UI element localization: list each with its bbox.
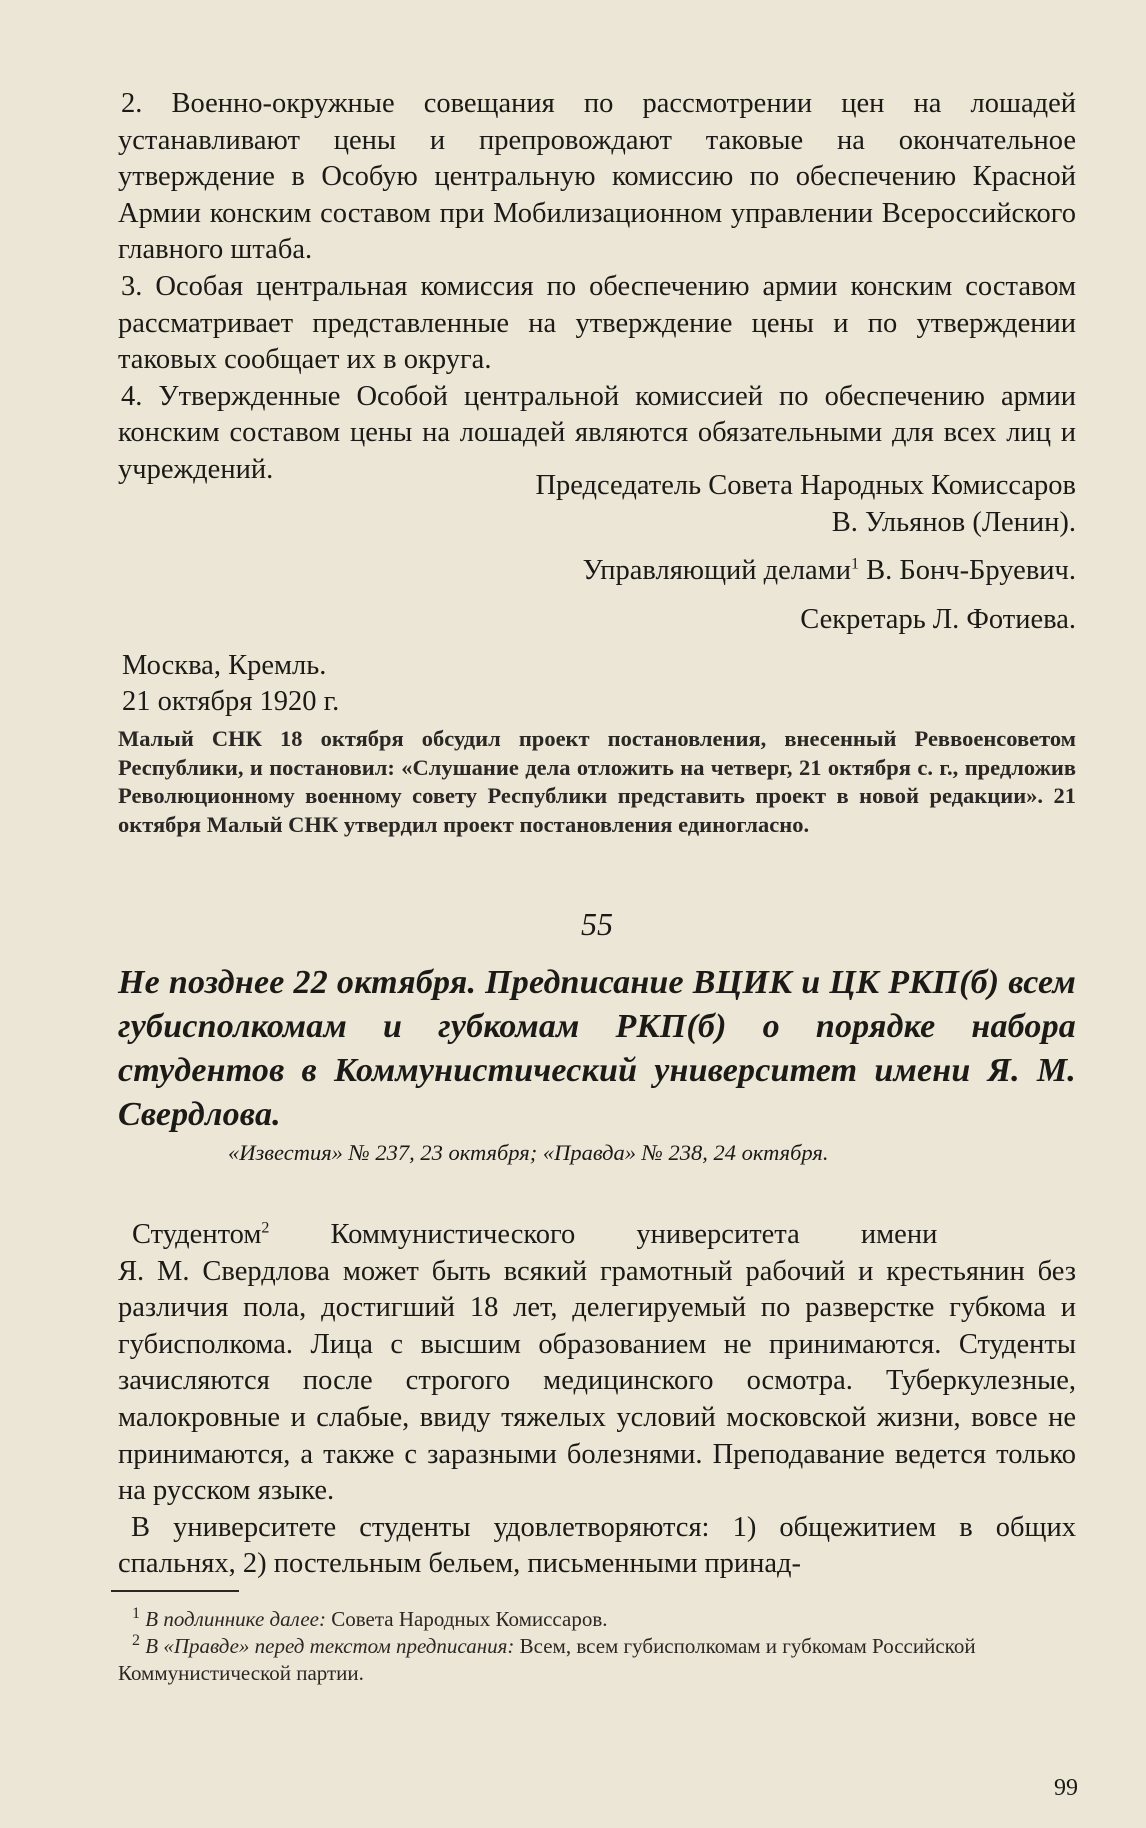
editorial-note: Малый СНК 18 октября обсудил проект постановления, внесенный Реввоенсоветом Республики, и постановил: «Слушание дела отложить на четверг, 21 октября с. г., предложив Революционному военному совету Республики представить проект в новой редакции». 21 октября Малый СНК утвердил проект постановления единогласно.: [118, 726, 1076, 837]
decree-point-3: 3. Особая центральная комиссия по обеспечению армии конским составом рассматривает представленные на утверждение цены и по утверждении таковых сообщает их в округа.: [118, 270, 1076, 376]
footnote-ref-2: 2: [261, 1219, 270, 1237]
date: 21 октября 1920 г.: [122, 686, 340, 717]
document-heading-block: [118, 961, 1076, 1137]
footnote-2: [118, 1633, 1076, 1687]
manager-title: Управляющий делами: [582, 555, 851, 587]
body-p1-start: Студентом: [132, 1219, 262, 1250]
place: Москва, Кремль.: [122, 650, 327, 681]
footnote-rule: [111, 1590, 239, 1592]
manager-name: В. Бонч-Бруевич.: [858, 555, 1076, 587]
manager-signature: [118, 553, 1076, 590]
page-number: 99: [1054, 1775, 1078, 1801]
body-paragraph-1: [118, 1217, 1076, 1510]
footnote-1-text: Совета Народных Комиссаров.: [325, 1607, 608, 1631]
footnotes: [118, 1606, 1076, 1687]
decree-points: [118, 86, 1076, 489]
editorial-note-block: [118, 725, 1076, 839]
footnote-1-lead: В подлиннике далее:: [145, 1607, 326, 1631]
signature-block: [118, 468, 1076, 638]
footnote-2-mark: 2: [132, 1632, 140, 1649]
body-p1-rest: Я. М. Свердлова может быть всякий грамотный рабочий и крестьянин без различия пола, достигший 18 лет, делегируемый по разверстке губкома и губисполкома. Лица с высшим образованием не принимаются. Студенты зачисляются после строгого медицинского осмотра. Туберкулезные, малокровные и слабые, ввиду тяжелых условий московской жизни, вовсе не принимаются, а также с заразными болезнями. Преподавание ведется только на русском языке.: [118, 1255, 1076, 1507]
footnote-1: [118, 1606, 1076, 1633]
source-block: [118, 1139, 1076, 1167]
document-number-block: [118, 906, 1076, 943]
footnote-ref-1: 1: [850, 555, 859, 573]
footnote-1-mark: 1: [132, 1605, 140, 1622]
chairman-name: В. Ульянов (Ленин).: [831, 506, 1076, 538]
source-reference: «Известия» № 237, 23 октября; «Правда» № 238, 24 октября.: [228, 1140, 829, 1165]
chairman-title: Председатель Совета Народных Комиссаров: [535, 470, 1076, 501]
secretary-signature: Секретарь Л. Фотиева.: [800, 603, 1076, 635]
decree-point-4: 4. Утвержденные Особой центральной комиссией по обеспечению армии конским составом цены на лошадей являются обязательными для всех лиц и учреждений.: [118, 380, 1076, 485]
place-date: [118, 648, 1076, 720]
decree-point-2: 2. Военно-окружные совещания по рассмотрении цен на лошадей устанавливают цены и препровождают таковые на окончательное утверждение в Особую центральную комиссию по обеспечению Красной Армии конским составом при Мобилизационном управлении Всероссийского главного штаба.: [118, 88, 1076, 266]
body-p1-first-line-rest: Коммунистического университета имени: [269, 1219, 938, 1250]
footnote-2-lead: В «Правде» перед текстом предписания:: [145, 1634, 515, 1658]
document-number: 55: [581, 906, 613, 942]
document-body: [118, 1217, 1076, 1583]
body-paragraph-2: В университете студенты удовлетворяются: 1) общежитием в общих спальнях, 2) постельным бельем, письменными принад-: [118, 1511, 1076, 1580]
footnote-2-text: Всем, всем губисполкомам и губкомам Российской Коммунистической партии.: [118, 1634, 976, 1685]
document-heading: Не позднее 22 октября. Предписание ВЦИК и ЦК РКП(б) всем губисполкомам и губкомам РКП(б) о порядке набора студентов в Коммунистический университет имени Я. М. Свердлова.: [118, 964, 1076, 1133]
